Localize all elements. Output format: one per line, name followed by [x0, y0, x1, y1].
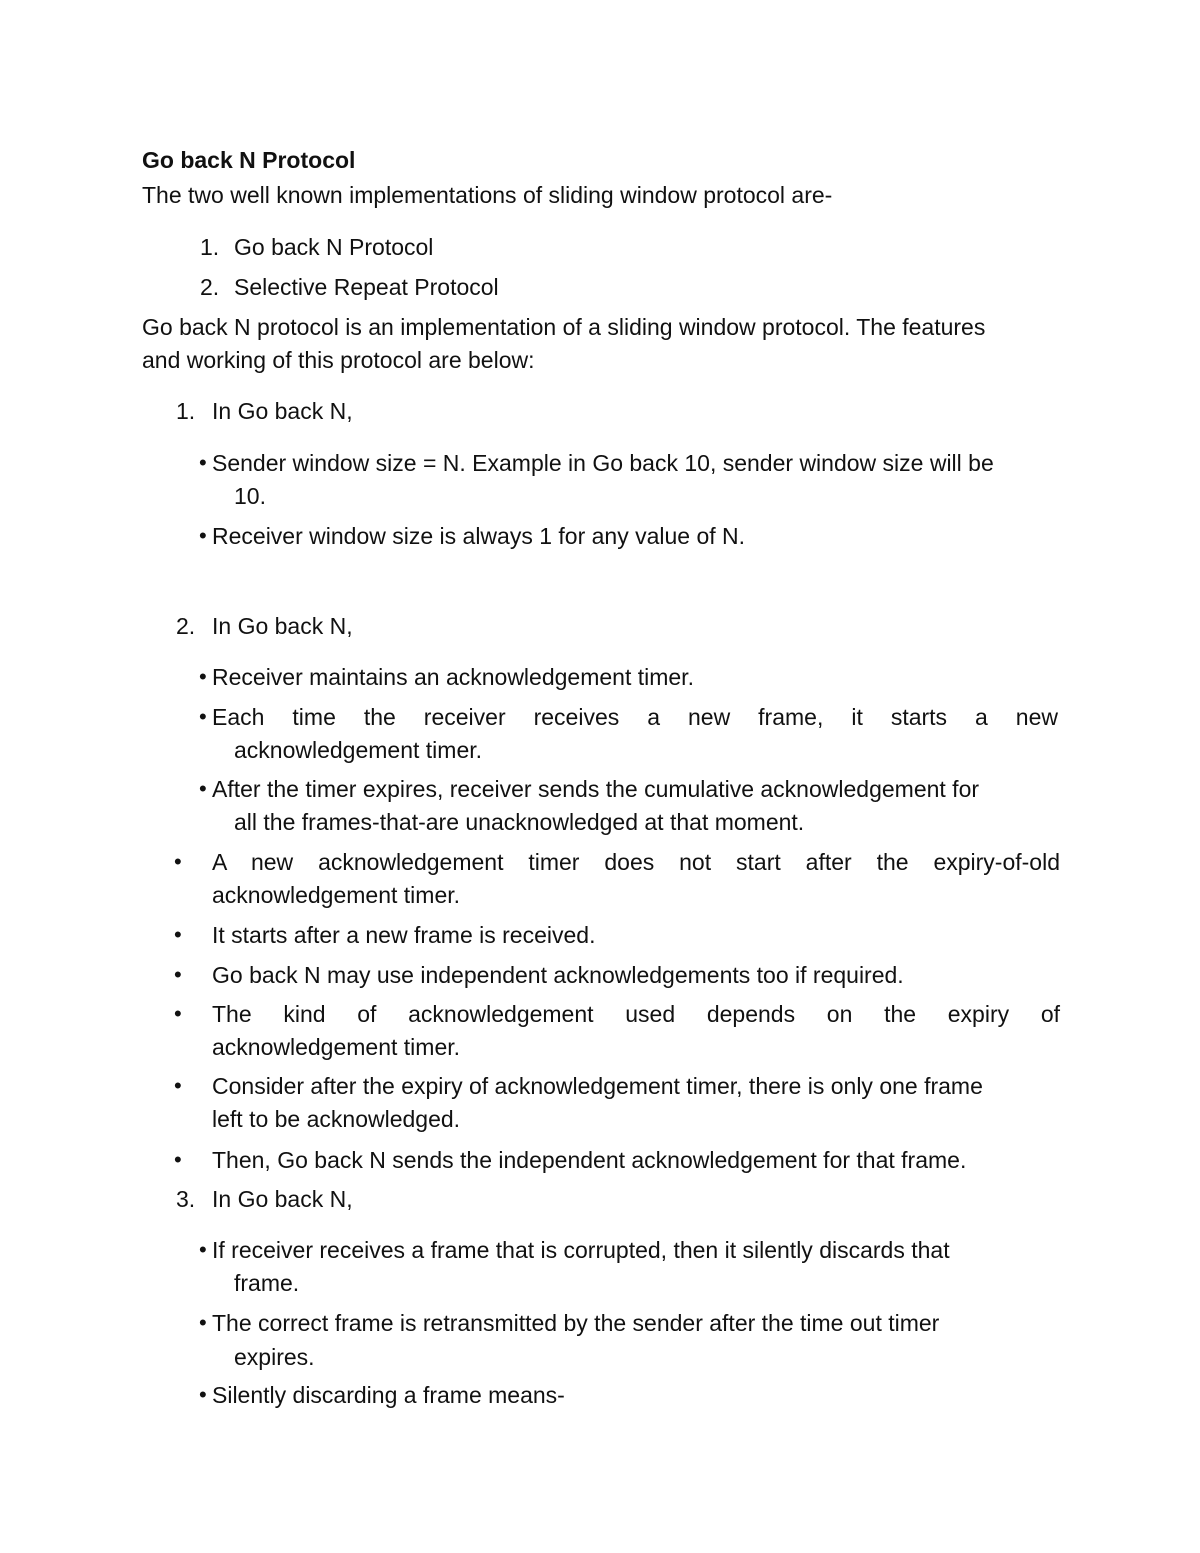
- bullet-icon: •: [174, 922, 182, 947]
- section-number: 1.: [176, 398, 196, 424]
- bullet-icon: •: [174, 1147, 182, 1172]
- point-text: Then, Go back N sends the independent acknowledgement for that frame.: [212, 1147, 967, 1173]
- bullet-icon: •: [199, 664, 207, 689]
- bullet-text: After the timer expires, receiver sends the cumulative acknowledgement for: [212, 776, 980, 802]
- bullet-icon: •: [174, 1001, 182, 1026]
- bullet-text: 10.: [234, 483, 266, 509]
- bullet-icon: •: [199, 704, 207, 729]
- bullet-text: Sender window size = N. Example in Go back 10, sender window size will be: [212, 450, 994, 476]
- point-text: The kind of acknowledgement used depends on the expiry of: [212, 1001, 1060, 1027]
- paragraph-line: Go back N protocol is an implementation of a sliding window protocol. The features: [142, 314, 986, 340]
- bullet-icon: •: [174, 849, 182, 874]
- paragraph-line: and working of this protocol are below:: [142, 347, 535, 373]
- bullet-icon: •: [174, 1073, 182, 1098]
- intro-text: The two well known implementations of sliding window protocol are-: [142, 182, 833, 208]
- bullet-icon: •: [199, 450, 207, 475]
- point-text: acknowledgement timer.: [212, 1034, 461, 1060]
- bullet-text: Silently discarding a frame means-: [212, 1382, 565, 1408]
- list-item: Selective Repeat Protocol: [234, 274, 499, 300]
- bullet-icon: •: [199, 776, 207, 801]
- bullet-text: Each time the receiver receives a new frame, it starts a new: [212, 704, 1058, 730]
- point-text: Go back N may use independent acknowledgements too if required.: [212, 962, 904, 988]
- bullet-text: expires.: [234, 1344, 315, 1370]
- bullet-icon: •: [199, 1310, 207, 1335]
- list-number: 1.: [200, 234, 220, 260]
- bullet-text: Receiver window size is always 1 for any value of N.: [212, 523, 746, 549]
- bullet-text: The correct frame is retransmitted by the sender after the time out timer: [212, 1310, 940, 1336]
- bullet-text: acknowledgement timer.: [234, 737, 483, 763]
- bullet-icon: •: [199, 1382, 207, 1407]
- bullet-icon: •: [174, 962, 182, 987]
- point-text: left to be acknowledged.: [212, 1106, 461, 1132]
- section-number: 3.: [176, 1186, 196, 1212]
- point-text: Consider after the expiry of acknowledgement timer, there is only one frame: [212, 1073, 983, 1099]
- section-number: 2.: [176, 613, 196, 639]
- point-text: acknowledgement timer.: [212, 882, 461, 908]
- bullet-text: all the frames-that-are unacknowledged at that moment.: [234, 809, 805, 835]
- point-text: It starts after a new frame is received.: [212, 922, 596, 948]
- page-title: Go back N Protocol: [142, 147, 356, 173]
- bullet-icon: •: [199, 523, 207, 548]
- bullet-icon: •: [199, 1237, 207, 1262]
- section-heading: In Go back N,: [212, 1186, 353, 1212]
- point-text: A new acknowledgement timer does not start after the expiry-of-old: [212, 849, 1060, 875]
- section-heading: In Go back N,: [212, 613, 353, 639]
- bullet-text: Receiver maintains an acknowledgement timer.: [212, 664, 694, 690]
- list-item: Go back N Protocol: [234, 234, 434, 260]
- bullet-text: frame.: [234, 1270, 300, 1296]
- list-number: 2.: [200, 274, 220, 300]
- section-heading: In Go back N,: [212, 398, 353, 424]
- bullet-text: If receiver receives a frame that is corrupted, then it silently discards that: [212, 1237, 950, 1263]
